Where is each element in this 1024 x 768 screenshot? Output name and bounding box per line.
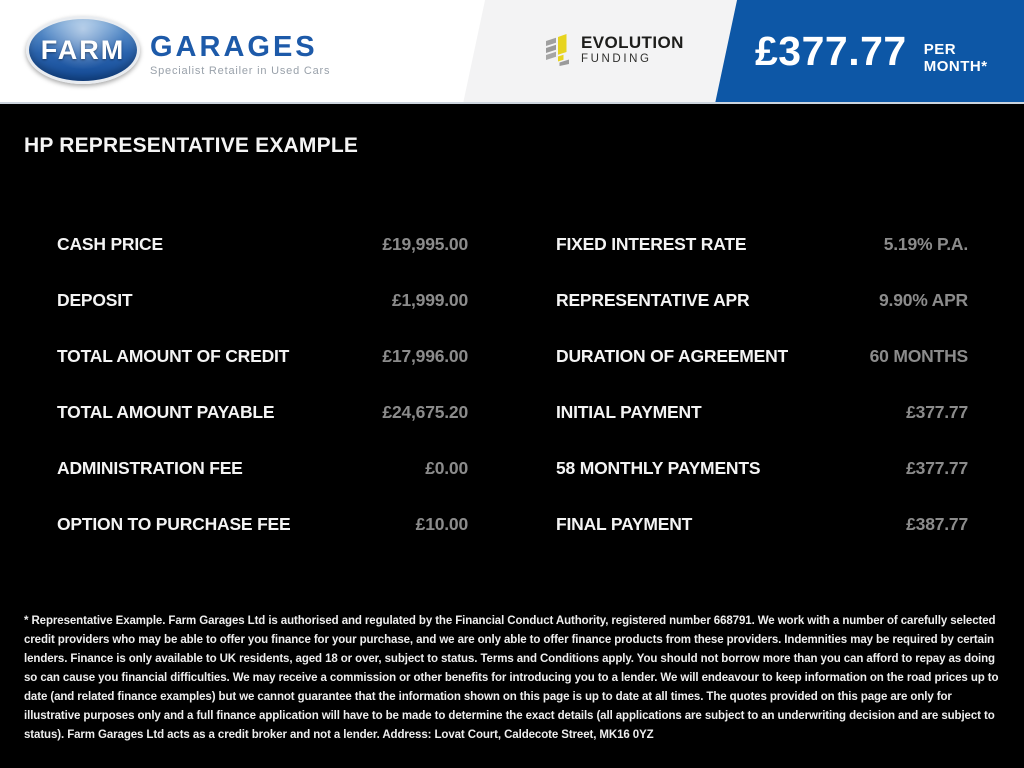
finance-label: 58 MONTHLY PAYMENTS — [556, 457, 761, 478]
finance-label: REPRESENTATIVE APR — [556, 289, 750, 310]
finance-value: £17,996.00 — [382, 345, 468, 366]
finance-row-total-payable — [57, 384, 468, 440]
finance-row-cash-price — [57, 216, 468, 272]
funding-label: FUNDING — [581, 53, 652, 65]
finance-value: £10.00 — [415, 513, 468, 534]
finance-label: FINAL PAYMENT — [556, 513, 693, 534]
finance-value: £1,999.00 — [391, 289, 468, 310]
finance-row-admin-fee — [57, 440, 468, 496]
farm-garages-logo-text — [150, 16, 330, 77]
dealer-name: GARAGES — [150, 31, 318, 63]
finance-value: 5.19% P.A. — [883, 233, 968, 254]
finance-row-deposit — [57, 272, 468, 328]
finance-value: £377.77 — [906, 457, 968, 478]
finance-row-total-credit — [57, 328, 468, 384]
finance-label: TOTAL AMOUNT PAYABLE — [57, 401, 275, 422]
finance-row-final-payment — [556, 496, 968, 552]
finance-value: £24,675.20 — [382, 401, 468, 422]
finance-row-interest-rate — [556, 216, 968, 272]
finance-label: OPTION TO PURCHASE FEE — [57, 513, 291, 534]
finance-value: £19,995.00 — [382, 233, 468, 254]
finance-value: 60 MONTHS — [869, 345, 968, 366]
finance-value: 9.90% APR — [879, 289, 968, 310]
farm-oval-badge — [26, 16, 140, 84]
finance-label: ADMINISTRATION FEE — [57, 457, 243, 478]
finance-column-right — [556, 216, 968, 552]
finance-row-apr — [556, 272, 968, 328]
finance-row-duration — [556, 328, 968, 384]
page-title: HP REPRESENTATIVE EXAMPLE — [24, 134, 359, 157]
finance-row-monthly-payments — [556, 440, 968, 496]
legal-disclaimer: * Representative Example. Farm Garages Ltd is authorised and regulated by the Financial Conduct Authority, registered number 668791. We work with a number of carefully selected credit providers who may be able to offer you finance for your purchase, and we are only able to offer finance products from these providers. Indemnities may be required by certain lenders. Finance is only available to UK residents, aged 18 or over, subject to status. Terms and Conditions apply. You should not borrow more than you can afford to repay as doing so can cause you financial difficulties. We may receive a commission or other benefits for introducing you to a lender. We will endeavour to keep information on the road prices up to date (and related finance examples) but we cannot guarantee that the information shown on this page is up to date at all times. The quotes provided on this page are only for illustrative purposes only and a full finance application will have to be made to determine the exact details (all applications are subject to an underwriting decision and are subject to status). Farm Garages Ltd acts as a credit broker and not a lender. Address: Lovat Court, Caldecote Street, MK16 0YZ — [24, 615, 999, 741]
finance-label: DURATION OF AGREEMENT — [556, 345, 789, 366]
evolution-funding-icon — [545, 33, 572, 66]
finance-value: £377.77 — [906, 401, 968, 422]
header-bar — [0, 0, 1024, 104]
finance-label: TOTAL AMOUNT OF CREDIT — [57, 345, 290, 366]
evolution-funding-logo — [545, 33, 684, 66]
monthly-price-amount: £377.77 — [755, 27, 907, 74]
monthly-price-suffix: PER MONTH* — [923, 41, 988, 75]
finance-column-left — [57, 216, 468, 552]
finance-row-option-fee — [57, 496, 468, 552]
finance-label: INITIAL PAYMENT — [556, 401, 702, 422]
finance-label: CASH PRICE — [57, 233, 163, 254]
finance-row-initial-payment — [556, 384, 968, 440]
finance-value: £0.00 — [425, 457, 468, 478]
finance-label: FIXED INTEREST RATE — [556, 233, 747, 254]
evolution-label: EVOLUTION — [581, 33, 684, 52]
monthly-price-badge — [755, 0, 1024, 102]
dealer-tagline: Specialist Retailer in Used Cars — [150, 65, 331, 77]
finance-label: DEPOSIT — [57, 289, 133, 310]
farm-oval-text: FARM — [40, 34, 126, 65]
evolution-funding-wordmark — [581, 34, 684, 65]
finance-value: £387.77 — [906, 513, 968, 534]
farm-garages-logo — [26, 16, 330, 84]
